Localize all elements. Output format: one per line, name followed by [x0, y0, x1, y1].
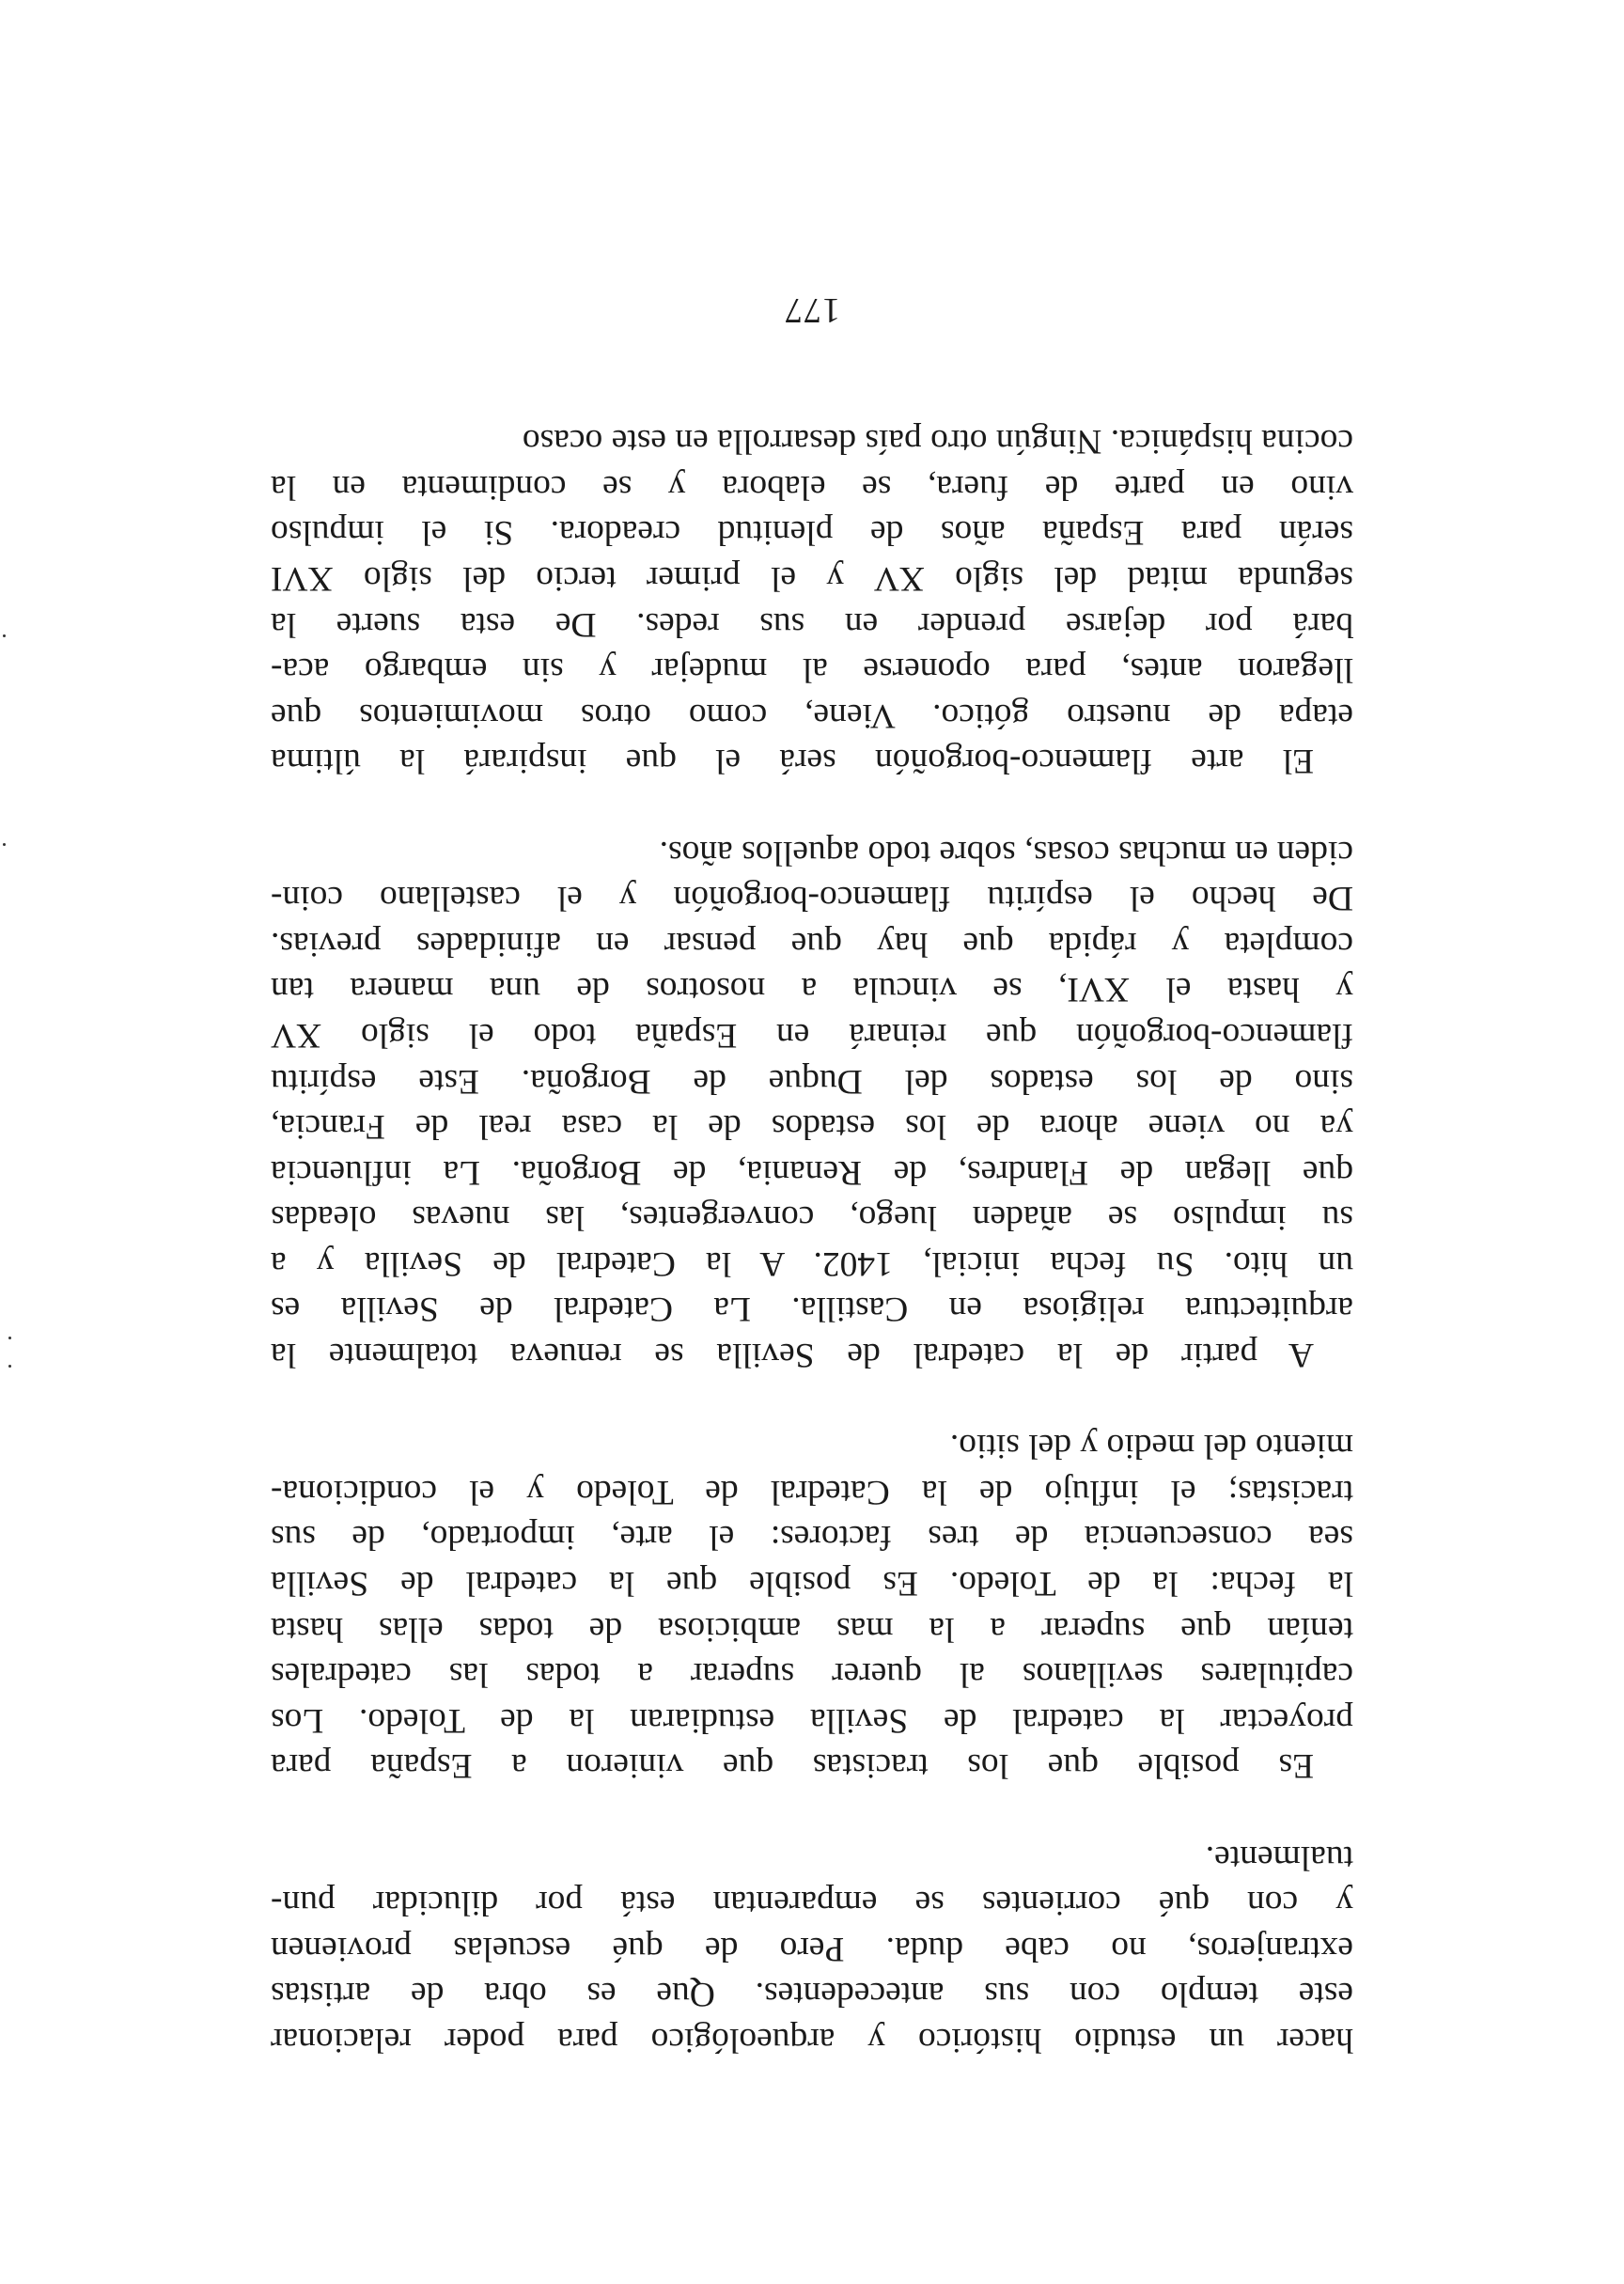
text-line: y hasta el XVI, se vincula a nosotros de una manera tan	[271, 970, 1353, 1009]
text-line: su impulso se añaden luego, convergentes, las nuevas oleadas	[271, 1198, 1353, 1238]
text-line: sino de los estados del Duque de Borgoña. Este espíritu	[271, 1061, 1353, 1101]
text-line: segunda mitad del siglo XV y el primer tercio del siglo XVI	[271, 559, 1353, 598]
text-line: proyectar la catedral de Sevilla estudiaran la de Toledo. Los	[271, 1700, 1353, 1740]
scan-speck	[8, 1365, 11, 1368]
text-line: bará por dejarse prender en sus redes. De esta suerte la	[271, 604, 1353, 644]
text-line: etapa de nuestro gótico. Viene, como otros movimientos que	[271, 696, 1353, 735]
text-line: la fecha: la de Toledo. Es posible que la catedral de Sevilla	[271, 1564, 1353, 1603]
paragraph-gap	[271, 1377, 1353, 1423]
body-text	[271, 418, 1353, 2062]
text-line: El arte flamenco-borgoñón será el que inspirará la última	[271, 742, 1314, 781]
paragraph	[271, 829, 1353, 1377]
text-line: vino en parte de fuera, se elabora y se condimenta en la	[271, 467, 1353, 507]
scan-speck	[8, 1337, 11, 1339]
text-line: hacer un estudio histórico y arqueológico para poder relacionar	[271, 2021, 1353, 2059]
text-line: tualmente.	[1205, 1838, 1353, 1877]
text-line: este templo con sus antecedentes. Que es obra de artistas	[271, 1975, 1353, 2014]
text-line: y con qué corrientes se emparentan está por dilucidar pun-	[271, 1884, 1353, 1923]
text-line: A partir de la catedral de Sevilla se renueva totalmente la	[271, 1336, 1314, 1375]
text-line: arquitectura religiosa en Castilla. La Catedral de Sevilla es	[271, 1290, 1353, 1329]
paragraph-gap	[271, 1788, 1353, 1834]
text-line: ciden en muchas cosas, sobre todo aquellos años.	[659, 833, 1353, 872]
text-line: que llegan de Flandres, de Renania, de Borgoña. La influencia	[271, 1152, 1353, 1192]
text-line: ya no viene ahora de los estados de la casa real de Francia,	[271, 1107, 1353, 1147]
paragraph	[271, 418, 1353, 784]
text-line: capitulares sevillanos al querer superar a todas las catedrales	[271, 1655, 1353, 1695]
text-line: completa y rápida que hay que pensar en afinidades previas.	[271, 924, 1353, 963]
text-line: extranjeros, no cabe duda. Pero de qué escuelas provienen	[271, 1929, 1353, 1968]
text-line: llegaron antes, para oponerse al mudejar y sin embargo aca-	[271, 650, 1353, 690]
text-line: serán para España años de plenitud creadora. Si el impulso	[271, 513, 1353, 553]
text-line: sea consecuencia de tres factores: el arte, importado, de sus	[271, 1518, 1353, 1557]
text-line: tenían que superar a la mas ambiciosa de todas ellas hasta	[271, 1609, 1353, 1649]
text-line: miento del medio y del sitio.	[949, 1427, 1353, 1466]
scan-speck	[3, 843, 6, 846]
paragraph-gap	[271, 783, 1353, 829]
text-line: un hito. Su fecha inicial, 1402. A la Catedral de Sevilla y a	[271, 1244, 1353, 1283]
text-line: De hecho el espíritu flamenco-borgoñón y el castellano coin-	[271, 879, 1353, 918]
page-number: 177	[784, 290, 840, 330]
paragraph	[271, 1834, 1353, 2062]
scan-speck	[3, 634, 6, 637]
text-line: cocina hispánica. Ningún otro país desarrolla en este ocaso	[522, 422, 1353, 461]
text-line: tracistas; el influjo de la Catedral de Toledo y el condiciona-	[271, 1472, 1353, 1511]
text-line: Es posible que los tracistas que vinieron a España para	[271, 1746, 1314, 1786]
paragraph	[271, 1423, 1353, 1789]
text-line: flamenco-borgoñón que reinará en España todo el siglo XV	[271, 1015, 1353, 1055]
